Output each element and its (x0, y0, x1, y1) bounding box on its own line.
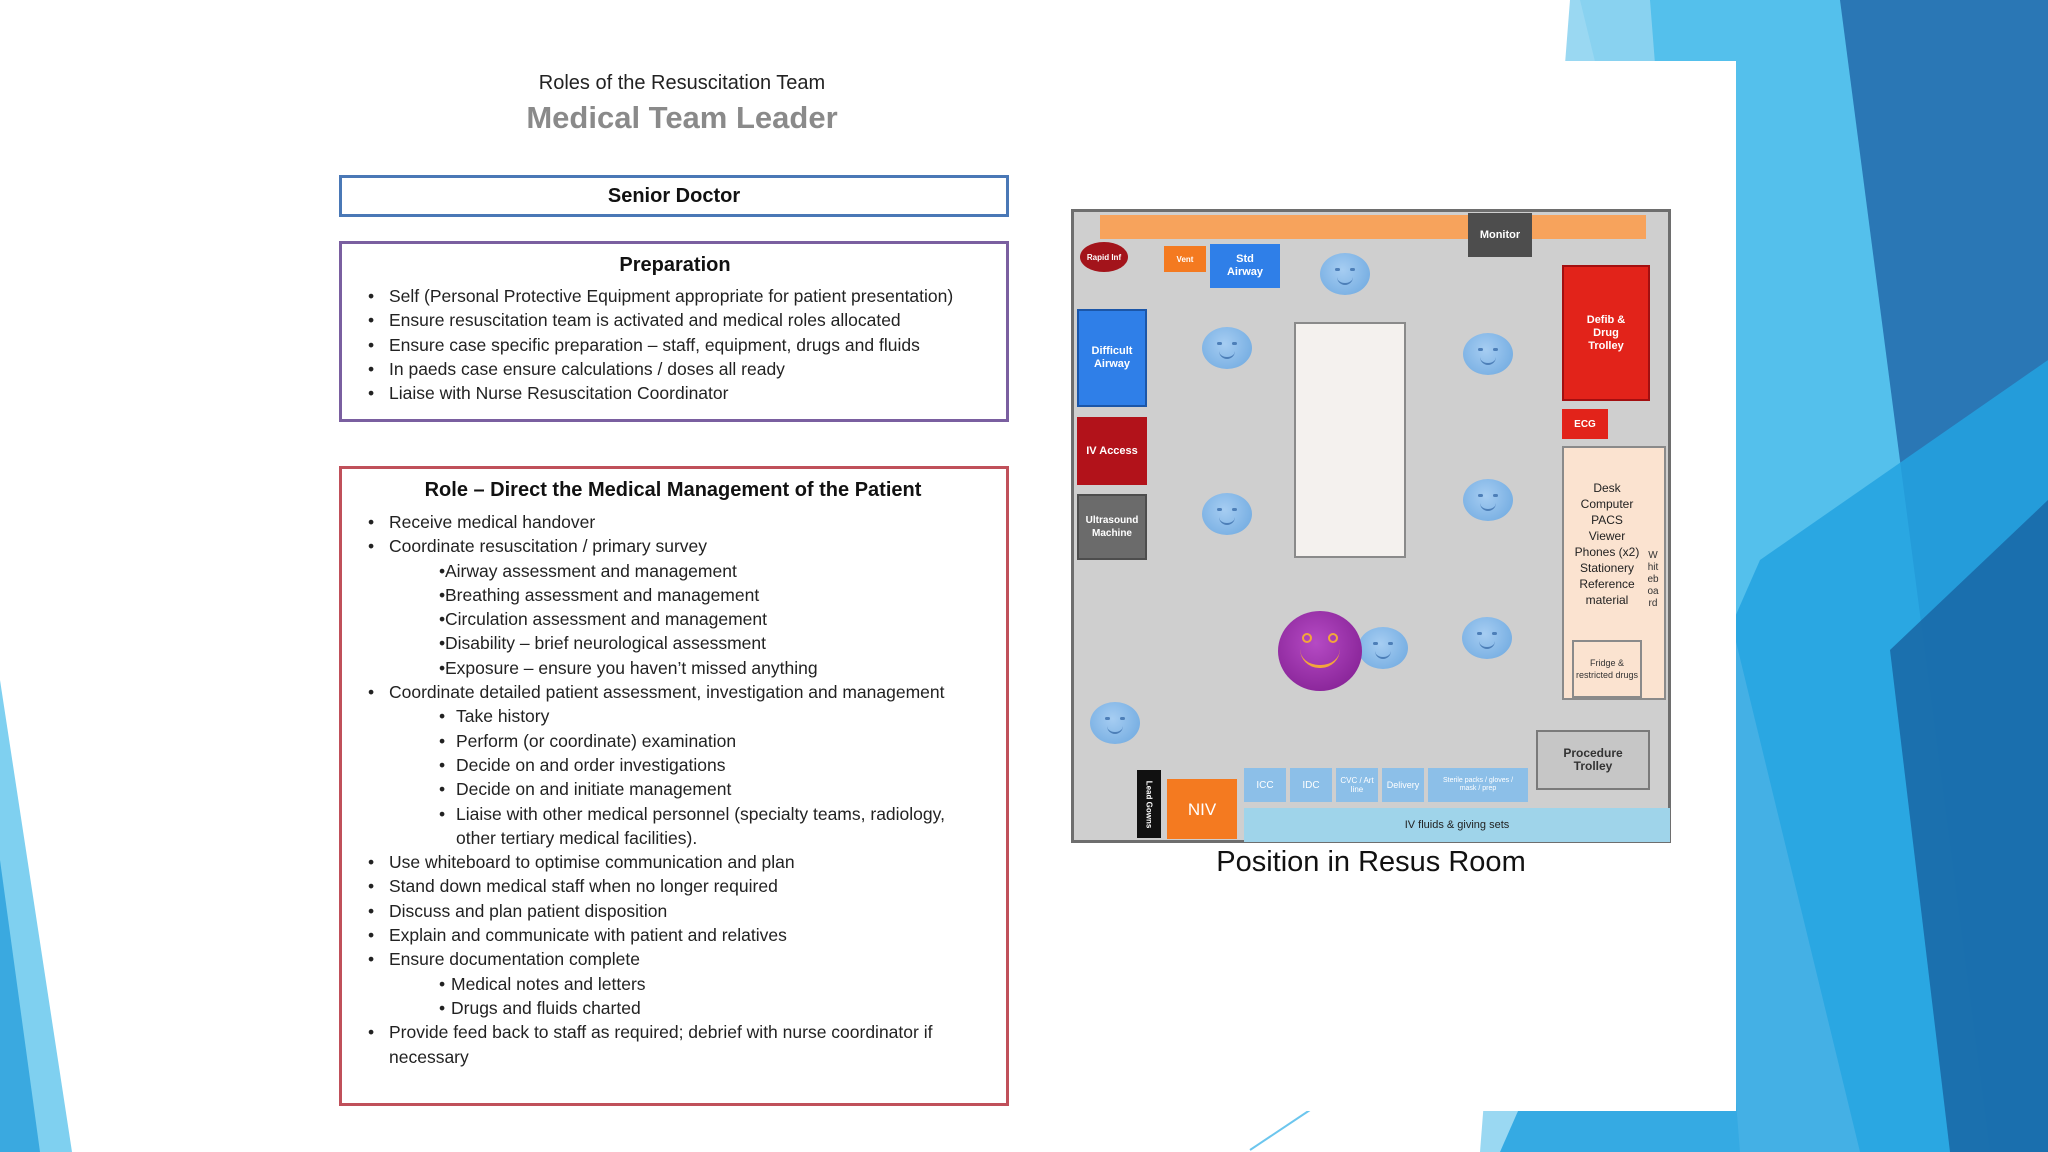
list-item: • Liaise with Nurse Resuscitation Coordinator (354, 381, 996, 405)
list-item: • Provide feed back to staff as required; debrief with nurse coordinator if necessary (354, 1020, 992, 1069)
staff-position-icon (1462, 617, 1512, 659)
list-item: • Airway assessment and management (354, 559, 992, 583)
desk-label: Desk Computer PACS Viewer Phones (x2) Stationery Reference material (1574, 481, 1640, 607)
slide-supertitle: Roles of the Resuscitation Team (538, 72, 826, 94)
role-box (339, 466, 1009, 1106)
list-item: • Receive medical handover (354, 510, 992, 534)
staff-position-icon (1090, 702, 1140, 744)
list-item: • Discuss and plan patient disposition (354, 899, 992, 923)
list-item: • Medical notes and letters (354, 972, 992, 996)
idc-trolley: IDC (1290, 768, 1332, 802)
staff-position-icon (1202, 493, 1252, 535)
resus-room-floor-plan (1071, 209, 1671, 843)
staff-position-icon (1358, 627, 1408, 669)
list-item: • Decide on and order investigations (354, 753, 992, 777)
slide-title: Medical Team Leader (526, 100, 838, 135)
delivery-trolley: Delivery (1382, 768, 1424, 802)
staff-position-icon (1320, 253, 1370, 295)
iv-fluids-shelf: IV fluids & giving sets (1244, 808, 1670, 842)
monitor: Monitor (1468, 213, 1532, 257)
sterile-packs-shelf: Sterile packs / gloves / mask / prep (1428, 768, 1528, 802)
list-item: • Take history (354, 704, 992, 728)
list-item: • Coordinate resuscitation / primary survey (354, 534, 992, 558)
whiteboard: Whiteboard (1647, 550, 1659, 609)
list-item: • Ensure documentation complete (354, 947, 992, 971)
preparation-list (354, 284, 996, 405)
rapid-infuser: Rapid Inf (1080, 242, 1128, 272)
team-leader-position-icon (1278, 611, 1362, 691)
list-item: • Stand down medical staff when no longer required (354, 874, 992, 898)
senior-doctor-label: Senior Doctor (607, 184, 741, 207)
patient-bed (1294, 322, 1406, 558)
staff-position-icon (1202, 327, 1252, 369)
list-item: • Liaise with other medical personnel (specialty teams, radiology, other tertiary medical facilities). (354, 802, 992, 851)
list-item: • Use whiteboard to optimise communication and plan (354, 850, 992, 874)
list-item: • Drugs and fluids charted (354, 996, 992, 1020)
list-item: • Perform (or coordinate) examination (354, 729, 992, 753)
ventilator: Vent (1164, 246, 1206, 272)
fridge-restricted-drugs: Fridge & restricted drugs (1572, 640, 1642, 698)
list-item: • Self (Personal Protective Equipment appropriate for patient presentation) (354, 284, 996, 308)
lead-gowns-label: Lead Gowns (1144, 780, 1154, 828)
staff-position-icon (1463, 333, 1513, 375)
bench-top (1100, 215, 1646, 239)
role-title: Role – Direct the Medical Management of the Patient (424, 479, 922, 501)
list-item: • Circulation assessment and management (354, 607, 992, 631)
ecg-machine: ECG (1562, 409, 1608, 439)
list-item: • Decide on and initiate management (354, 777, 992, 801)
preparation-title: Preparation (619, 254, 731, 276)
std-airway-trolley: Std Airway (1210, 244, 1280, 288)
list-item: • Disability – brief neurological assessment (354, 631, 992, 655)
list-item: • Explain and communicate with patient and relatives (354, 923, 992, 947)
list-item: • In paeds case ensure calculations / doses all ready (354, 357, 996, 381)
floor-plan-caption: Position in Resus Room (1216, 846, 1526, 878)
defib-drug-trolley: Defib & Drug Trolley (1562, 265, 1650, 401)
ultrasound-machine: Ultrasound Machine (1077, 494, 1147, 560)
list-item: • Coordinate detailed patient assessment, investigation and management (354, 680, 992, 704)
iv-access-trolley: IV Access (1077, 417, 1147, 485)
staff-position-icon (1463, 479, 1513, 521)
list-item: • Exposure – ensure you haven’t missed anything (354, 656, 992, 680)
cvc-art-line-trolley: CVC / Art line (1336, 768, 1378, 802)
list-item: • Ensure resuscitation team is activated and medical roles allocated (354, 308, 996, 332)
difficult-airway-trolley: Difficult Airway (1077, 309, 1147, 407)
list-item: • Ensure case specific preparation – staff, equipment, drugs and fluids (354, 333, 996, 357)
icc-trolley: ICC (1244, 768, 1286, 802)
list-item: • Breathing assessment and management (354, 583, 992, 607)
senior-doctor-box (339, 175, 1009, 217)
preparation-box (339, 241, 1009, 422)
lead-gowns (1137, 770, 1161, 838)
niv-machine: NIV (1167, 779, 1237, 839)
role-list (354, 510, 992, 1069)
procedure-trolley: Procedure Trolley (1536, 730, 1650, 790)
